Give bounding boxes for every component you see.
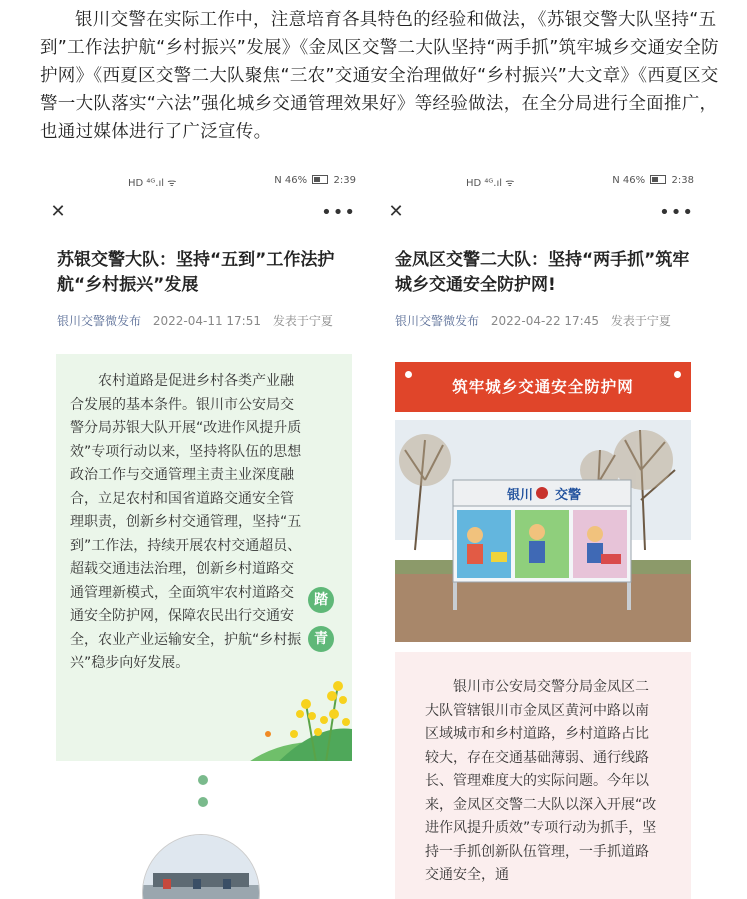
status-right — [274, 175, 356, 186]
article-body-text: 农村道路是促进乡村各类产业融合发展的基本条件。银川市公安局交警分局苏银大队开展“改进作风提升质效”专项行动以来，坚持将队伍的思想政治工作与交通管理主责主业深度融合，立足农村和国省道路交通安全管理职责，创新乡村交通管理，坚持“五到”工作法，持续开展农村交通超员、超载交通违法治理，创新乡村道路交通管理新模式，全面筑牢农村道路交通安全防护网，保障农民出行交通安全，农业产业运输安全，护航“乡村振兴”稳步向好发展。 — [70, 373, 302, 671]
signal-icons: HD ⁴ᴳ.ıl ᯤ — [128, 178, 177, 189]
battery-icon — [312, 175, 328, 184]
nfc-icon: N — [274, 175, 282, 186]
battery-percent: 46% — [622, 175, 646, 186]
carousel-dots — [198, 775, 208, 819]
publish-location: 发表于宁夏 — [610, 314, 671, 328]
publish-location: 发表于宁夏 — [272, 314, 333, 328]
status-bar — [378, 170, 708, 192]
article-title: 苏银交警大队：坚持“五到”工作法护航“乡村振兴”发展 — [57, 250, 335, 295]
close-icon[interactable]: ✕ — [50, 201, 66, 222]
article-meta — [395, 312, 671, 329]
badge-ta: 踏 — [308, 587, 334, 613]
billboard-photo — [395, 420, 691, 642]
right-phone-screenshot — [378, 170, 708, 899]
article-green-card — [56, 354, 352, 761]
signal-icons: HD ⁴ᴳ.ıl ᯤ — [466, 178, 515, 189]
carousel-dot — [198, 775, 208, 785]
more-icon[interactable]: ••• — [659, 202, 694, 223]
status-time: 2:38 — [671, 175, 694, 186]
status-time: 2:39 — [333, 175, 356, 186]
battery-icon — [650, 175, 666, 184]
sign-text-left: 银川 — [507, 487, 534, 502]
intro-paragraph: 银川交警在实际工作中，注意培育各具特色的经验和做法，《苏银交警大队坚持“五到”工作法护航“乡村振兴”发展》《金凤区交警二大队坚持“两手抓”筑牢城乡交通安全防护网》《西夏区交警二大队聚焦“三农”交通安全治理做好“乡村振兴”大文章》《西夏区交警一大队落实“六法”强化城乡交通管理效果好》等经验做法，在全分局进行全面推广，也通过媒体进行了广泛宣传。 — [40, 10, 719, 142]
article-title: 金凤区交警二大队：坚持“两手抓”筑牢城乡交通安全防护网! — [395, 250, 690, 295]
sign-text-right: 交警 — [555, 487, 582, 502]
publish-date: 2022-04-22 17:45 — [490, 314, 599, 328]
more-icon[interactable]: ••• — [321, 202, 356, 223]
close-icon[interactable]: ✕ — [388, 201, 404, 222]
publish-date: 2022-04-11 17:51 — [152, 314, 261, 328]
status-right — [612, 175, 694, 186]
article-pink-card — [395, 652, 691, 899]
status-bar — [40, 170, 370, 192]
circular-photo — [142, 834, 260, 899]
red-title-banner — [395, 362, 691, 412]
account-link[interactable]: 银川交警微发布 — [395, 314, 480, 328]
banner-text: 筑牢城乡交通安全防护网 — [452, 378, 634, 396]
left-phone-screenshot — [40, 170, 370, 899]
article-meta — [57, 312, 333, 329]
rapeseed-flower-decoration — [246, 674, 352, 761]
nfc-icon: N — [612, 175, 620, 186]
badge-qing: 青 — [308, 626, 334, 652]
article-body-text: 银川市公安局交警分局金凤区二大队管辖银川市金凤区黄河中路以南区域城市和乡村道路，乡村道路占比较大，存在交通基础薄弱、通行线路长、管理难度大的实际问题。今年以来，金凤区交警二大队以深入开展“改进作风提升质效”专项行动为抓手，坚持一手抓创新队伍管理，一手抓道路交通安全，通 — [425, 679, 657, 883]
carousel-dot — [198, 797, 208, 807]
account-link[interactable]: 银川交警微发布 — [57, 314, 142, 328]
battery-percent: 46% — [284, 175, 308, 186]
